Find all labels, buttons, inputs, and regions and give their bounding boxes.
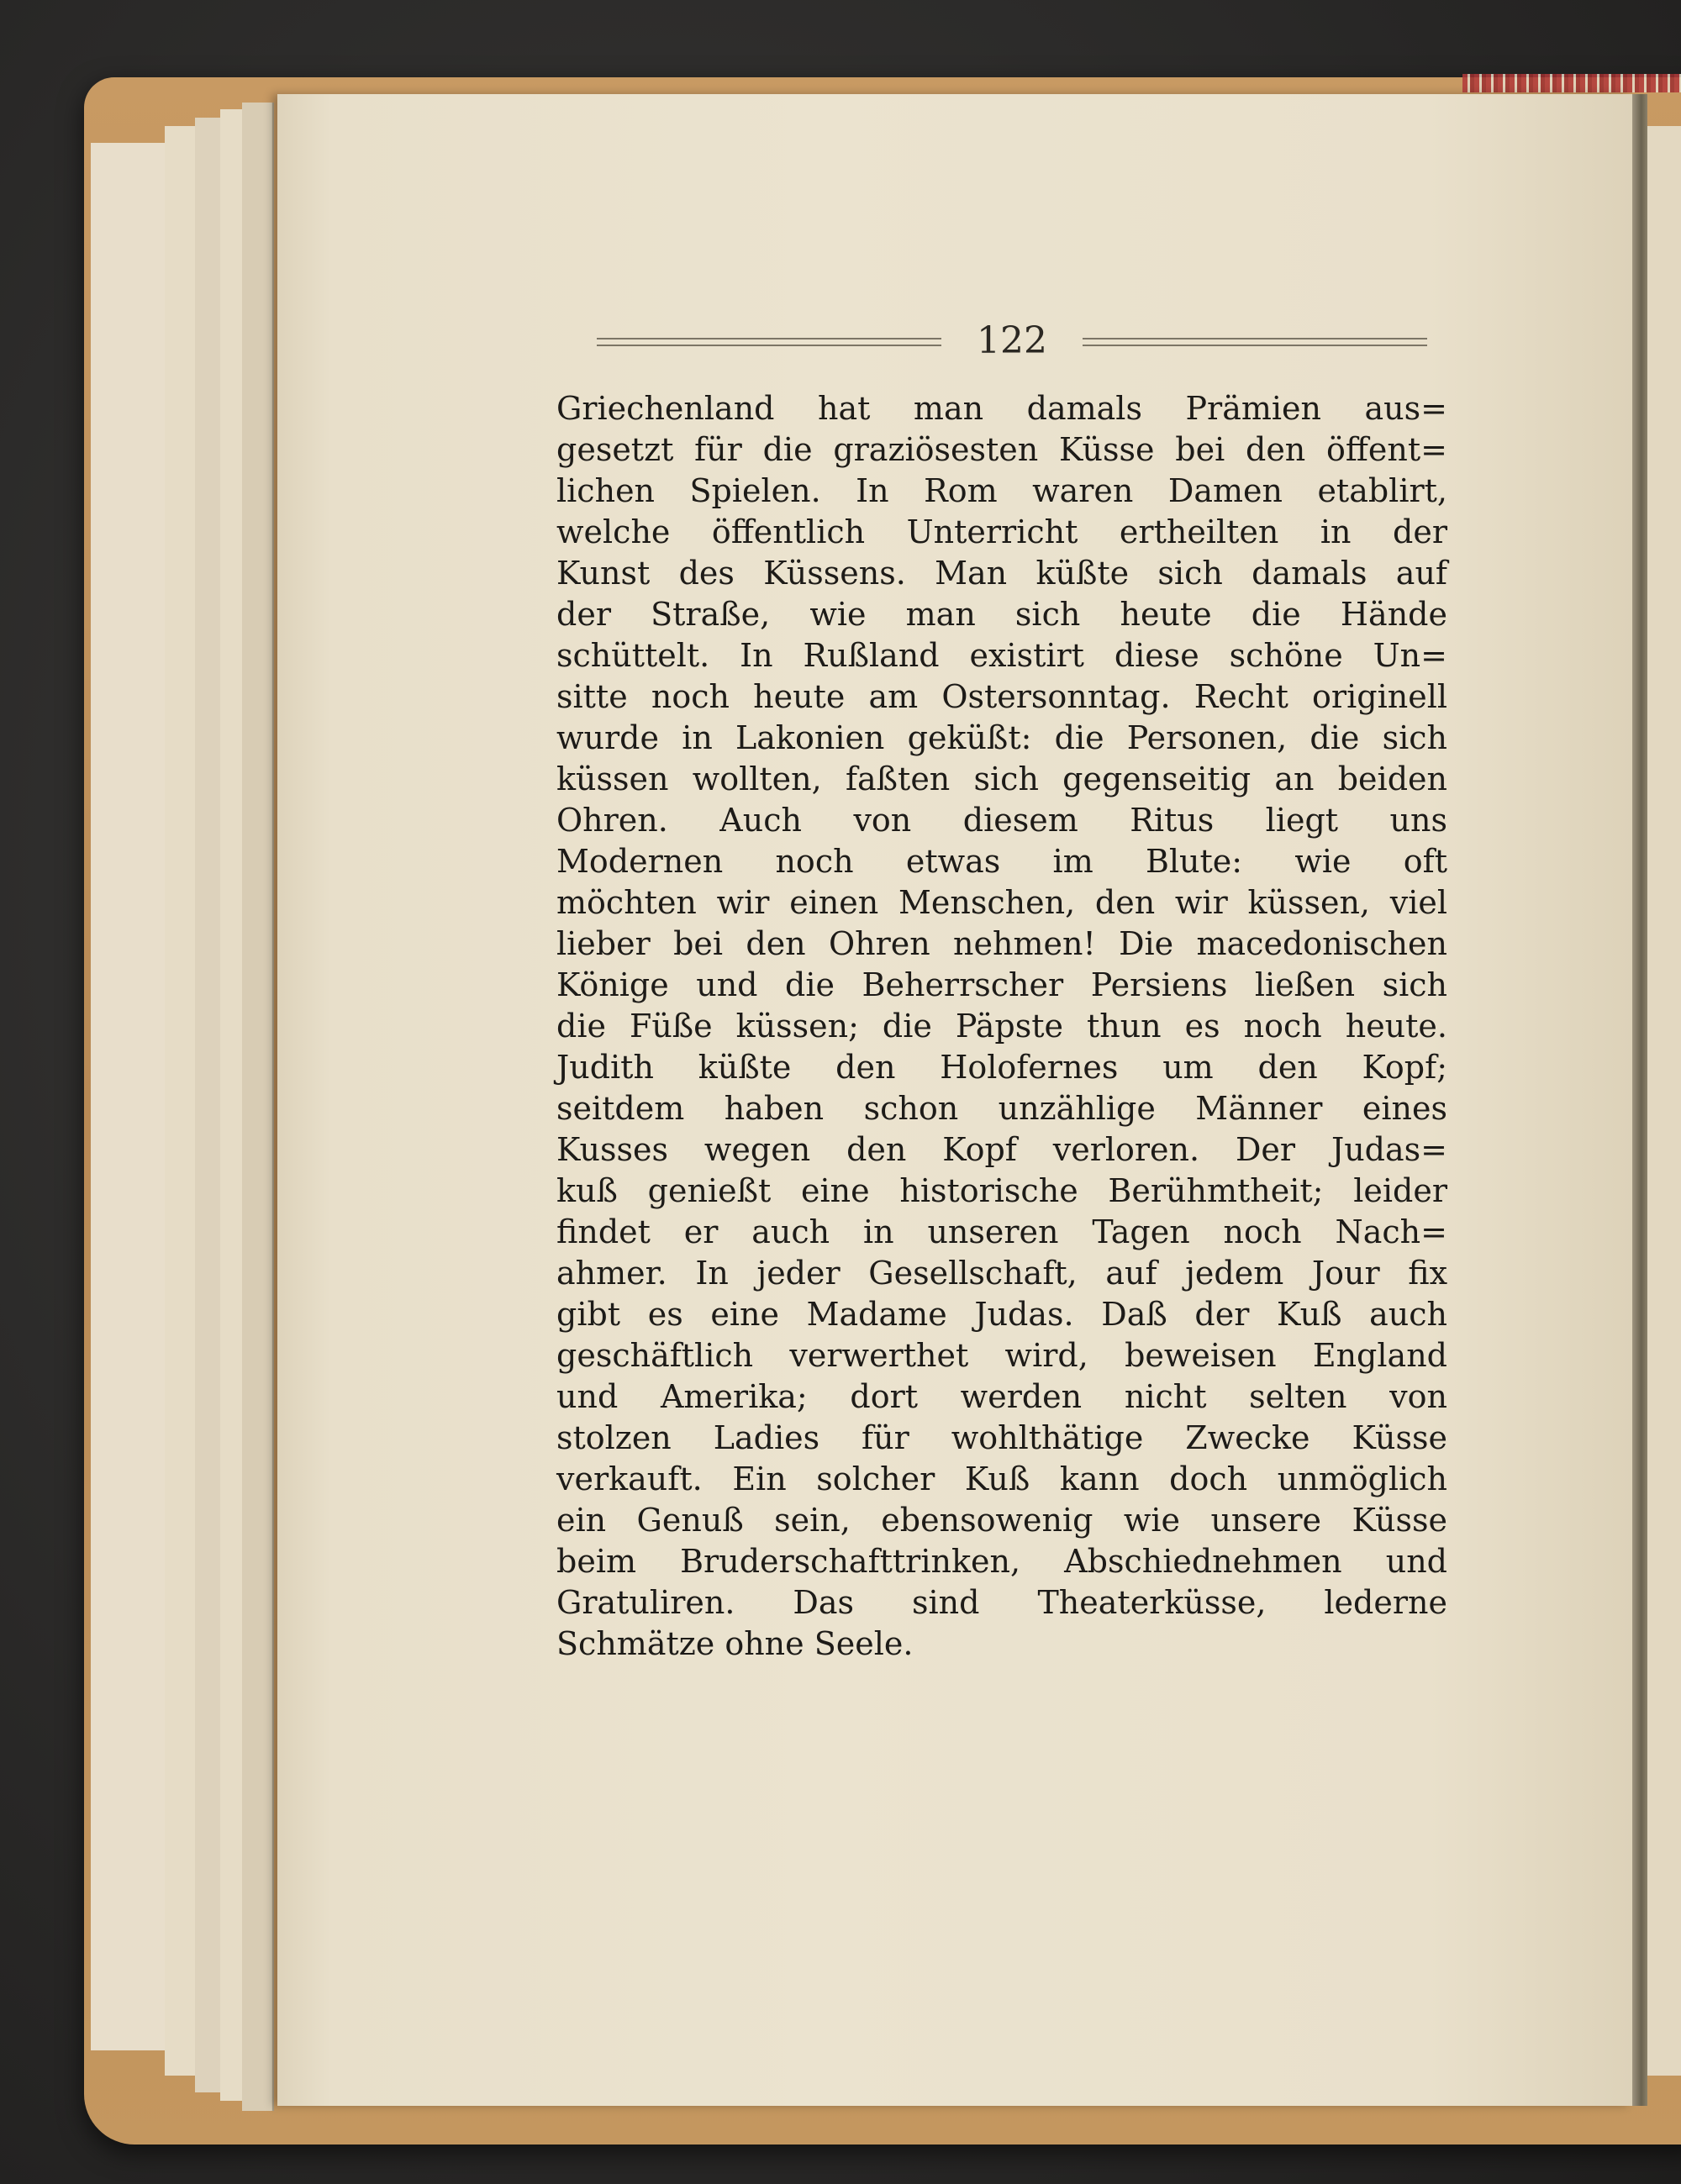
- header-rule-right: [1083, 338, 1427, 346]
- text-line: die Füße küssen; die Päpste thun es noch heute.: [556, 1008, 1447, 1045]
- text-line: beim Bruderschafttrinken, Abschiednehmen und: [556, 1543, 1447, 1580]
- text-line: wurde in Lakonien geküßt: die Personen, die sich: [556, 719, 1447, 756]
- text-line: Modernen noch etwas im Blute: wie oft: [556, 843, 1447, 880]
- text-line: Ohren. Auch von diesem Ritus liegt uns: [556, 802, 1447, 839]
- text-line: Kusses wegen den Kopf verloren. Der Judas=: [556, 1131, 1447, 1168]
- text-line: seitdem haben schon unzählige Männer eines: [556, 1090, 1447, 1127]
- text-line: schüttelt. In Rußland existirt diese schöne Un=: [556, 637, 1447, 674]
- text-line: geschäftlich verwerthet wird, beweisen England: [556, 1337, 1447, 1374]
- page-header: [597, 316, 1437, 366]
- text-line: Kunst des Küssens. Man küßte sich damals auf: [556, 555, 1447, 592]
- text-line: findet er auch in unseren Tagen noch Nach=: [556, 1213, 1447, 1250]
- text-line: stolzen Ladies für wohlthätige Zwecke Küsse: [556, 1419, 1447, 1456]
- text-line: Judith küßte den Holofernes um den Kopf;: [556, 1049, 1447, 1086]
- text-line: lichen Spielen. In Rom waren Damen etablirt,: [556, 472, 1447, 509]
- text-line: kuß genießt eine historische Berühmtheit; leider: [556, 1172, 1447, 1209]
- next-page-edge: [1647, 126, 1681, 2076]
- text-line: gesetzt für die graziösesten Küsse bei den öffent=: [556, 431, 1447, 468]
- text-line: der Straße, wie man sich heute die Hände: [556, 596, 1447, 633]
- text-line: küssen wollten, faßten sich gegenseitig an beiden: [556, 760, 1447, 797]
- headband: [1462, 74, 1681, 92]
- text-line: möchten wir einen Menschen, den wir küssen, viel: [556, 884, 1447, 921]
- text-line: ein Genuß sein, ebensowenig wie unsere Küsse: [556, 1502, 1447, 1539]
- page-edge: [242, 103, 274, 2111]
- text-line: sitte noch heute am Ostersonntag. Recht originell: [556, 678, 1447, 715]
- text-line: und Amerika; dort werden nicht selten von: [556, 1378, 1447, 1415]
- text-line: verkauft. Ein solcher Kuß kann doch unmöglich: [556, 1460, 1447, 1497]
- text-line: Könige und die Beherrscher Persiens ließen sich: [556, 966, 1447, 1003]
- text-line: gibt es eine Madame Judas. Daß der Kuß auch: [556, 1296, 1447, 1333]
- header-rule-left: [597, 338, 941, 346]
- page-number: 122: [977, 319, 1047, 362]
- text-line: Griechenland hat man damals Prämien aus=: [556, 390, 1447, 427]
- text-line: ahmer. In jeder Gesellschaft, auf jedem Jour fix: [556, 1255, 1447, 1292]
- text-line: Schmätze ohne Seele.: [556, 1625, 914, 1662]
- text-line: Gratuliren. Das sind Theaterküsse, lederne: [556, 1584, 1447, 1621]
- page-gutter: [1632, 94, 1647, 2106]
- page-body-text: [556, 388, 1447, 1665]
- text-line: welche öffentlich Unterricht ertheilten in der: [556, 513, 1447, 550]
- text-line: lieber bei den Ohren nehmen! Die macedonischen: [556, 925, 1447, 962]
